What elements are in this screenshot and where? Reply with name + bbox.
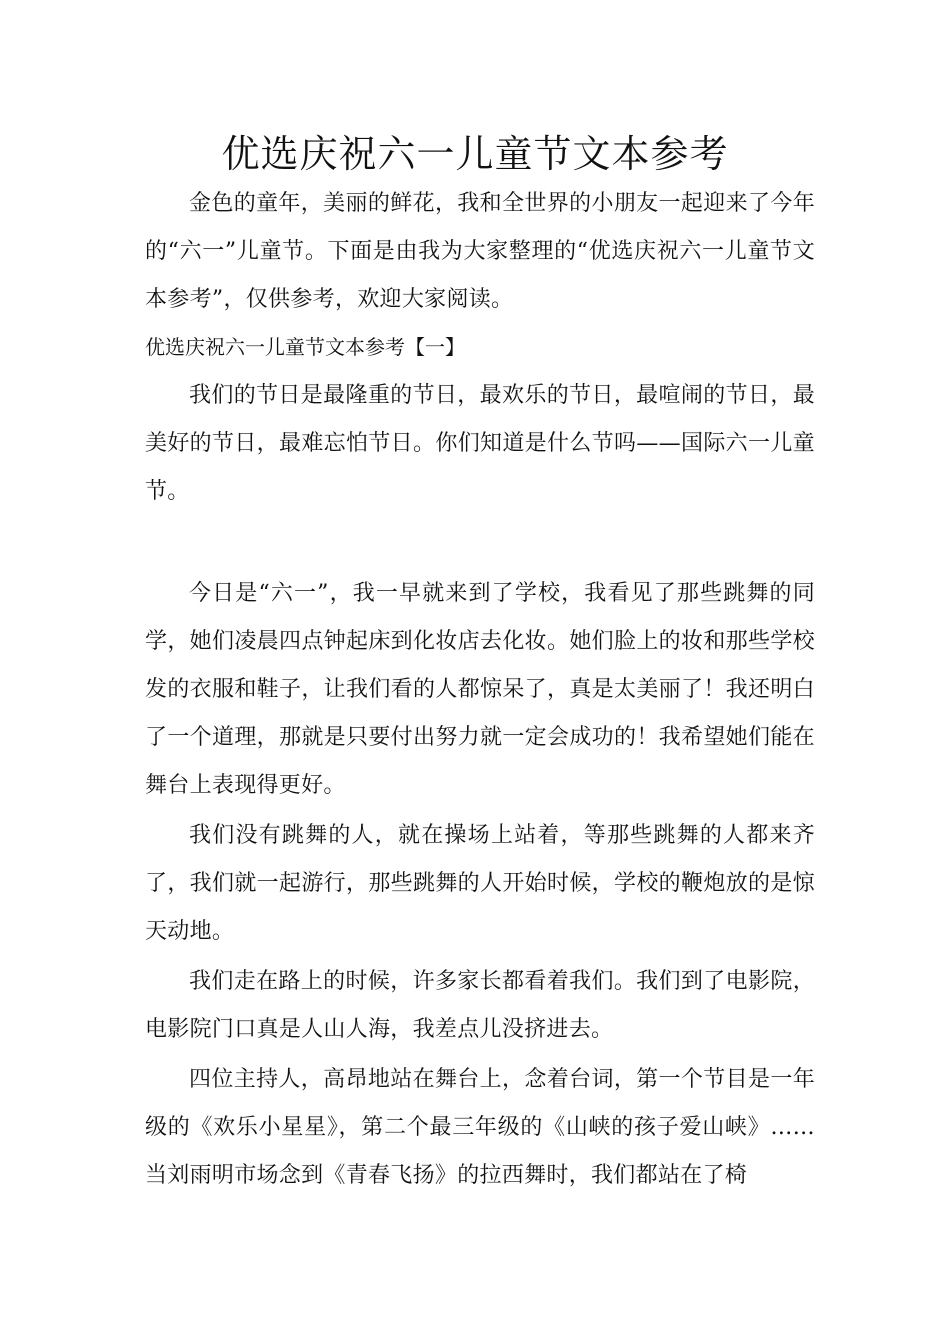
- document-title: 优选庆祝六一儿童节文本参考: [221, 132, 729, 176]
- body-paragraph-4: 我们走在路上的时候，许多家长都看着我们。我们到了电影院，电影院门口真是人山人海，我差点儿没挤进去。: [145, 969, 815, 1042]
- body-paragraph-1: 我们的节日是最隆重的节日，最欢乐的节日，最喧闹的节日，最美好的节日，最难忘怕节日。你们知道是什么节吗——国际六一儿童节。: [145, 383, 815, 504]
- blank-line: [145, 518, 815, 570]
- body-paragraph-2: 今日是“六一”，我一早就来到了学校，我看见了那些跳舞的同学，她们凌晨四点钟起床到化妆店去化妆。她们脸上的妆和那些学校发的衣服和鞋子，让我们看的人都惊呆了，真是太美丽了！我还明白了一个道理，那就是只要付出努力就一定会成功的！我希望她们能在舞台上表现得更好。: [145, 581, 815, 798]
- document-body: [145, 180, 815, 1202]
- body-paragraph-5: 四位主持人，高昂地站在舞台上，念着台词，第一个节目是一年级的《欢乐小星星》，第二个最三年级的《山峡的孩子爱山峡》……当刘雨明市场念到《青春飞扬》的拉西舞时，我们都站在了椅: [145, 1067, 815, 1188]
- intro-paragraph: 金色的童年，美丽的鲜花，我和全世界的小朋友一起迎来了今年的“六一”儿童节。下面是由我为大家整理的“优选庆祝六一儿童节文本参考”，仅供参考，欢迎大家阅读。: [145, 191, 815, 312]
- section-heading: 优选庆祝六一儿童节文本参考【一】: [145, 335, 465, 359]
- body-paragraph-3: 我们没有跳舞的人，就在操场上站着，等那些跳舞的人都来齐了，我们就一起游行，那些跳舞的人开始时候，学校的鞭炮放的是惊天动地。: [145, 823, 815, 944]
